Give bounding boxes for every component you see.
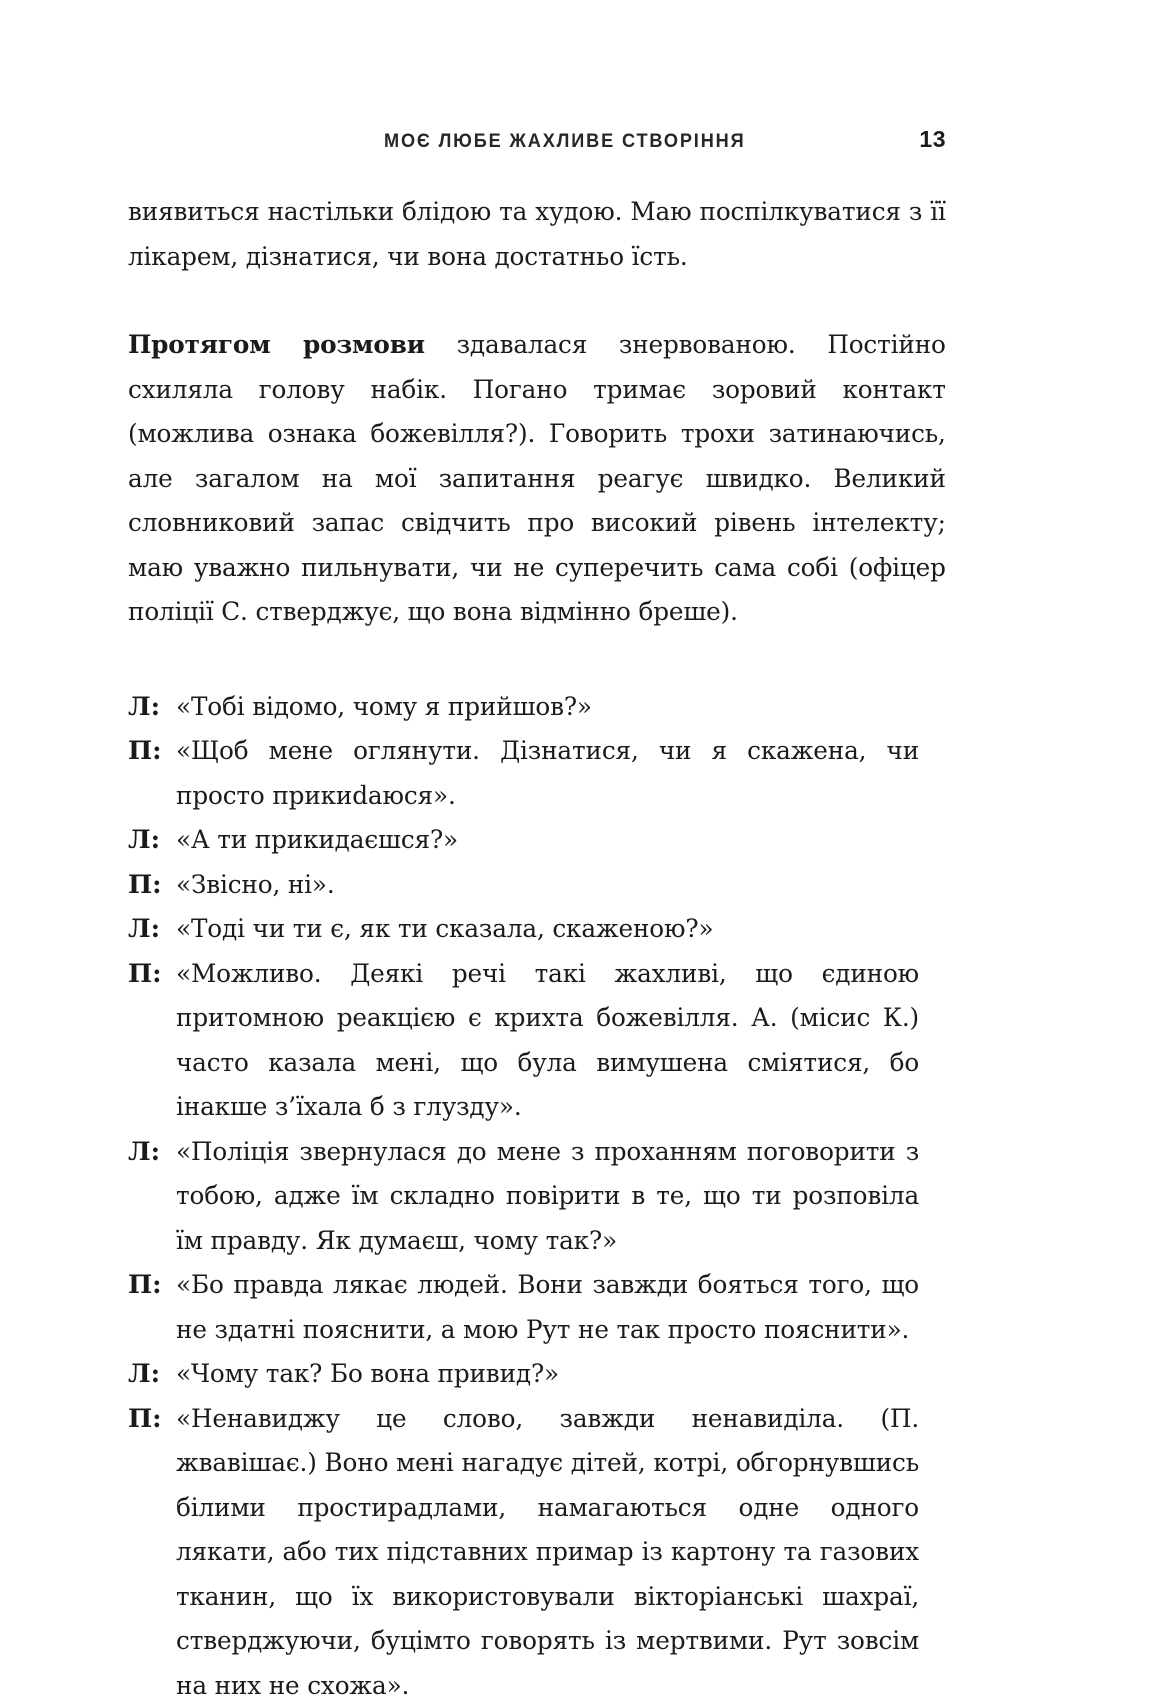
dialogue-speaker-label: Л: <box>128 685 176 730</box>
dialogue-turn <box>128 818 946 863</box>
dialogue-speaker-label: Л: <box>128 818 176 863</box>
dialogue-turn <box>128 1397 946 1708</box>
page-number: 13 <box>919 126 946 153</box>
paragraph-interview-notes <box>128 323 946 635</box>
dialogue-line: «Щоб мене оглянути. Дізнатися, чи я скажена, чи просто прикиdаюся». <box>176 729 919 818</box>
dialogue-speaker-label: Л: <box>128 907 176 952</box>
dialogue-line: «Ненавиджу це слово, завжди ненавиділа. (П. жвавішає.) Воно мені нагадує дітей, котрі, обгорнувшись білими простирадлами, намагаються одне одного лякати, або тих підставних примар із картону та газових тканин, що їх використовували вікторіанські шахраї, стверджуючи, буцімто говорять із мертвими. Рут зовсім на них не схожа». <box>176 1397 919 1708</box>
dialogue-transcript <box>128 685 946 1708</box>
dialogue-turn <box>128 907 946 952</box>
dialogue-speaker-label: Л: <box>128 1130 176 1175</box>
dialogue-speaker-label: П: <box>128 952 176 997</box>
dialogue-line: «Чому так? Бо вона привид?» <box>176 1352 919 1397</box>
dialogue-turn <box>128 729 946 818</box>
paragraph-lead-in: Протягом розмови <box>128 330 425 360</box>
paragraph-continuation: виявиться настільки блідою та худою. Маю поспілкуватися з її лікарем, дізнатися, чи вона достатньо їсть. <box>128 190 946 279</box>
dialogue-speaker-label: П: <box>128 863 176 908</box>
dialogue-turn <box>128 863 946 908</box>
running-header-title: МОЄ ЛЮБЕ ЖАХЛИВЕ СТВОРІННЯ <box>384 130 746 153</box>
dialogue-line: «Тоді чи ти є, як ти сказала, скаженою?» <box>176 907 919 952</box>
dialogue-speaker-label: П: <box>128 1397 176 1442</box>
dialogue-turn <box>128 685 946 730</box>
running-header <box>128 126 946 160</box>
body-text-column <box>128 190 946 1708</box>
dialogue-speaker-label: П: <box>128 1263 176 1308</box>
dialogue-line: «Тобі відомо, чому я прийшов?» <box>176 685 919 730</box>
dialogue-speaker-label: Л: <box>128 1352 176 1397</box>
dialogue-turn <box>128 1352 946 1397</box>
dialogue-turn <box>128 952 946 1130</box>
dialogue-line: «Звісно, ні». <box>176 863 919 908</box>
dialogue-line: «Бо правда лякає людей. Вони завжди бояться того, що не здатні пояснити, а мою Рут не так просто пояснити». <box>176 1263 919 1352</box>
dialogue-turn <box>128 1130 946 1264</box>
dialogue-turn <box>128 1263 946 1352</box>
dialogue-line: «А ти прикидаєшся?» <box>176 818 919 863</box>
dialogue-line: «Поліція звернулася до мене з проханням поговорити з тобою, адже їм складно повірити в те, що ти розповіла їм правду. Як думаєш, чому так?» <box>176 1130 919 1264</box>
dialogue-speaker-label: П: <box>128 729 176 774</box>
dialogue-line: «Можливо. Деякі речі такі жахливі, що єдиною притомною реакцією є крихта божевілля. А. (місис К.) часто казала мені, що була вимушена сміятися, бо інакше з’їхала б з глузду». <box>176 952 919 1130</box>
paragraph-body: здавалася знервованою. Постійно схиляла голову набік. Погано тримає зоровий контакт (можлива ознака божевілля?). Говорить трохи затинаючись, але загалом на мої запитання реагує швидко. Великий словниковий запас свідчить про високий рівень інтелекту; маю уважно пильнувати, чи не суперечить сама собі (офіцер поліції С. стверджує, що вона відмінно бреше). <box>128 330 946 627</box>
